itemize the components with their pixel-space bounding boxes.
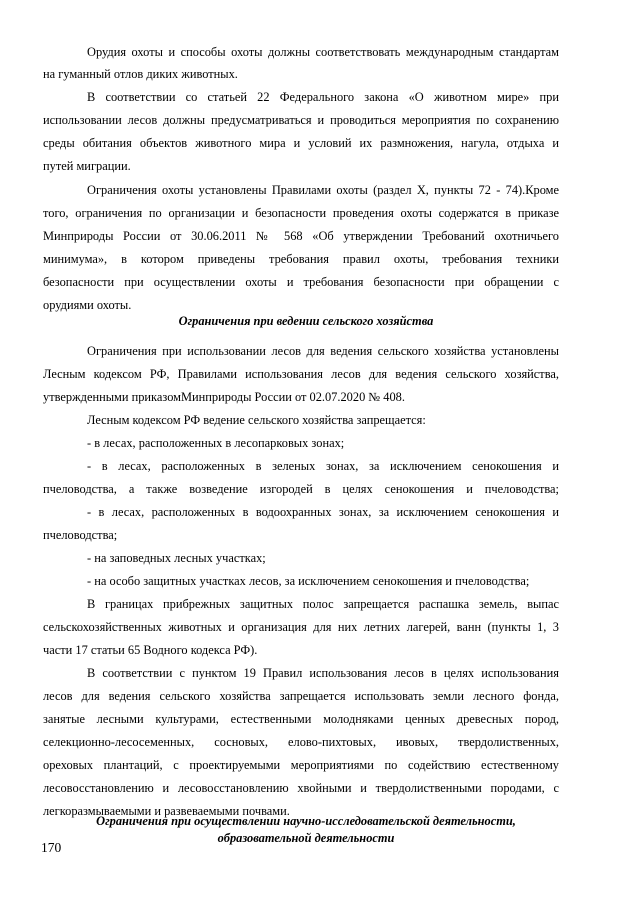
section-heading: Ограничения при ведении сельского хозяйства xyxy=(178,314,434,328)
list-item: - в лесах, расположенных в зеленых зонах, за исключением сенокошения и xyxy=(87,459,559,473)
paragraph-line: того, ограничения по организации и безопасности проведения охоты содержатся в приказе xyxy=(43,206,559,220)
list-item: - в лесах, расположенных в лесопарковых зонах; xyxy=(87,436,345,450)
list-item: - на особо защитных участках лесов, за исключением сенокошения и пчеловодства; xyxy=(87,574,530,588)
list-item: - в лесах, расположенных в водоохранных зонах, за исключением сенокошения и xyxy=(87,505,559,519)
paragraph-line: лесовосстановлению и лесовосстановлению хвойными и твердолиственными породами, с xyxy=(43,781,559,795)
paragraph-line: В соответствии со статьей 22 Федерального закона «О животном мире» при xyxy=(87,90,559,104)
paragraph-line: безопасности при осуществлении охоты и требования безопасности при обращении с xyxy=(43,275,559,289)
paragraph-line: занятые лесными культурами, естественными молодняками ценных древесных пород, xyxy=(43,712,559,726)
paragraph-line: утвержденными приказомМинприроды России от 02.07.2020 № 408. xyxy=(43,390,405,404)
paragraph-line: использовании лесов должны предусматриваться и проводиться мероприятия по сохранению xyxy=(43,113,559,127)
paragraph-line: минимума», в котором приведены требования правил охоты, требования техники xyxy=(43,252,559,266)
paragraph-line: среды обитания объектов животного мира и условий их размножения, нагула, отдыха и xyxy=(43,136,559,150)
paragraph-line: селекционно-лесосеменных, сосновых, елово-пихтовых, ивовых, твердолиственных, xyxy=(43,735,559,749)
paragraph-line: части 17 статьи 65 Водного кодекса РФ). xyxy=(43,643,258,657)
paragraph-line: орудиями охоты. xyxy=(43,298,132,312)
paragraph-line: на гуманный отлов диких животных. xyxy=(43,67,238,81)
paragraph-line: путей миграции. xyxy=(43,159,131,173)
list-item: пчеловодства, а также возведение изгородей в целях сенокошения и пчеловодства; xyxy=(43,482,559,496)
section-heading: Ограничения при осуществлении научно-исследовательской деятельности, xyxy=(96,814,516,828)
page-number: 170 xyxy=(41,840,62,855)
paragraph-line: легкоразмываемыми и развеваемыми почвами. xyxy=(43,804,290,818)
paragraph-line: Орудия охоты и способы охоты должны соответствовать международным стандартам xyxy=(87,45,559,59)
list-item: пчеловодства; xyxy=(43,528,118,542)
paragraph-line: сельскохозяйственных животных и организация для них летних лагерей, ванн (пункты 1, 3 xyxy=(43,620,559,634)
paragraph-line: В границах прибрежных защитных полос запрещается распашка земель, выпас xyxy=(87,597,559,611)
list-item: - на заповедных лесных участках; xyxy=(87,551,266,565)
paragraph-line: ореховых плантаций, с проектируемыми мероприятиями по содействию естественному xyxy=(43,758,559,772)
paragraph-line: лесов для ведения сельского хозяйства запрещается использовать земли лесного фонда, xyxy=(43,689,559,703)
section-heading: образовательной деятельности xyxy=(217,831,395,845)
paragraph-line: В соответствии с пунктом 19 Правил использования лесов в целях использования xyxy=(87,666,559,680)
paragraph-line: Лесным кодексом РФ ведение сельского хозяйства запрещается: xyxy=(87,413,426,427)
paragraph-line: Ограничения охоты установлены Правилами охоты (раздел X, пункты 72 - 74).Кроме xyxy=(87,183,559,197)
paragraph-line: Минприроды России от 30.06.2011 № 568 «Об утверждении Требований охотничьего xyxy=(43,229,559,243)
paragraph-line: Лесным кодексом РФ, Правилами использования лесов для ведения сельского хозяйства, xyxy=(43,367,559,381)
paragraph-line: Ограничения при использовании лесов для ведения сельского хозяйства установлены xyxy=(87,344,559,358)
